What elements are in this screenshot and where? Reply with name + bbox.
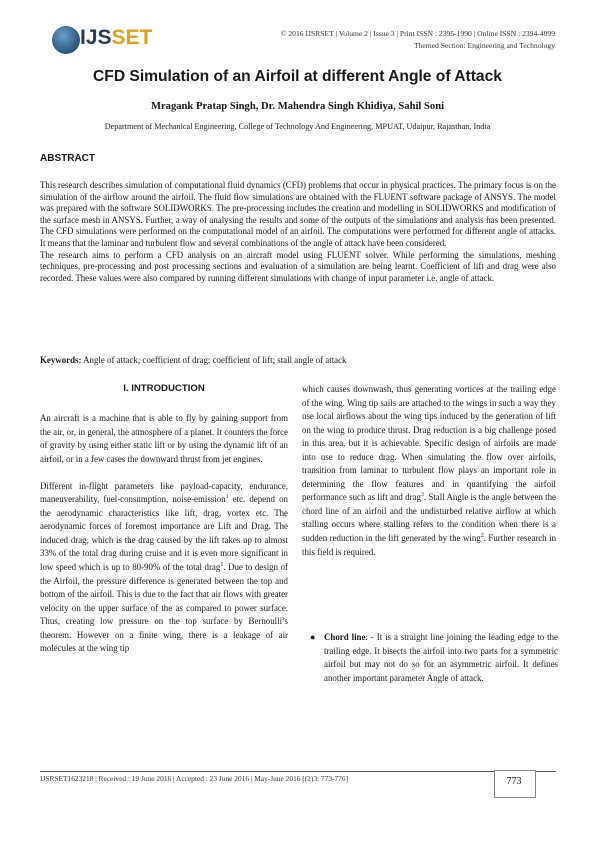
abstract-paragraph: The research aims to perform a CFD analysis on an aircraft model using FLUENT solver. While performing the simulations, meshing techniques, pre-processing and post processing sections and evaluation of a simulation are being learnt. Coefficient of lift and drag were also recorded. These values were also compared by running different simulations with change of input parameter i.e. angle of attack. xyxy=(40,249,556,283)
globe-icon xyxy=(52,26,80,54)
keywords-label: Keywords: xyxy=(40,355,82,365)
journal-info-line: © 2016 IJSRSET | Volume 2 | Issue 3 | Print ISSN : 2395-1990 | Online ISSN : 2394-4099 xyxy=(280,29,555,38)
footer-citation: IJSRSET1623218 | Received : 19 June 2016 | Accepted : 23 June 2016 | May-June 2016 [(2)3: 773-776] xyxy=(40,774,349,783)
footer-divider xyxy=(40,771,556,772)
right-column xyxy=(302,383,556,573)
journal-logo xyxy=(52,24,153,60)
affiliation: Department of Mechanical Engineering, College of Technology And Engineering, MPUAT, Udaipur, Rajasthan, India xyxy=(104,122,491,131)
body-paragraph: An aircraft is a machine that is able to fly by gaining support from the air, or, in general, the atmosphere of a planet. It counters the force of gravity by using either static lift or by using the dynamic lift of an airfoil, or in a few cases the downward thrust from jet engines. xyxy=(40,413,288,464)
themed-section-line: Themed Section: Engineering and Technology xyxy=(413,41,555,50)
author-list: Mragank Pratap Singh, Dr. Mahendra Singh Khidiya, Sahil Soni xyxy=(150,101,445,112)
page-number: 773 xyxy=(506,776,522,787)
bullet-icon: ● xyxy=(310,632,316,642)
abstract-paragraph: This research describes simulation of computational fluid dynamics (CFD) problems that occur in physical practices. The primary focus is on the simulation of the airflow around the airfoil. The fluid flow simulations are obtained with the FLUENT software package of ANSYS. The model was prepared with the software SOLIDWORKS. The pre-processing includes the creation and modelling in SOLIDWORKS and modification of the surface mesh in ANSYS. Further, a way of analysing the results and some of the outputs of the simulations and analysis has been presented. The CFD simulations were performed on the computational model of an airfoil. The computations were performed for different angle of attacks. It means that the laminar and turbulent flow and several combinations of the angle of attack have been considered. xyxy=(40,180,556,248)
keywords xyxy=(40,355,556,367)
paper-title: CFD Simulation of an Airfoil at different Angle of Attack xyxy=(93,68,502,85)
body-paragraph: Different in-flight parameters like payload-capacity, endurance, maneuverability, fuel-consumption, noise-emission$^1$ etc. depend on the aerodynamic characteristics like lift, drag, vortex etc. The aerodynamic forces of foremost importance are Lift and Drag. The induced drag, which is the drag caused by the lift takes up to almost 33% of the total drag during cruise and it is even more significant in low speed which is up to 80-90% of the total drag$^1$. Due to design of the Airfoil, the pressure difference is generated between the top and bottom of the airfoil. This is due to the fact that air flows with greater velocity on the upper surface of the as compared to power surface. Thus, creating low pressure on the top surface by Bernoulli’s theorem. However on a finite wing, there is a leakage of air molecules at the wing tip xyxy=(40,480,288,654)
keywords-text: Angle of attack; coefficient of drag; coefficient of lift; stall angle of attack xyxy=(81,355,347,365)
left-column xyxy=(40,412,288,669)
body-paragraph: which causes downwash, thus generating vortices at the trailing edge of the wing. Wing tip sails are attached to the wings in such a way they use local airflows about the wing tips induced by the generation of lift on the wing to produce thrust. Drag reduction is a big challenge posed in this area, but it is achievable. Specific design of airfoils are made into use to reduce drag. When simulating the flow over airfoils, transition from laminar to turbulent flow plays an important role in determining the flow features and in quantifying the airfoil performance such as lift and drag$^3$. Stall Angle is the angle between the chord line of an airfoil and the undisturbed relative airflow at which stalling occurs where stalling refers to the condition when there is a sudden reduction in the lift generated by the wing$^2$. Further research in this field is required. xyxy=(302,384,557,557)
section-heading: I. INTRODUCTION xyxy=(123,383,205,394)
logo-text: IJSSET xyxy=(80,26,153,49)
abstract-heading: ABSTRACT xyxy=(40,153,95,164)
abstract-body xyxy=(40,180,556,284)
bullet-text: Chord line: - It is a straight line joining the leading edge to the trailing edge. It bisects the airfoil into two parts for a symmetric airfoil but may not do so for an asymmetric airfoil. It defines another important parameter Angle of attack. xyxy=(324,632,558,683)
